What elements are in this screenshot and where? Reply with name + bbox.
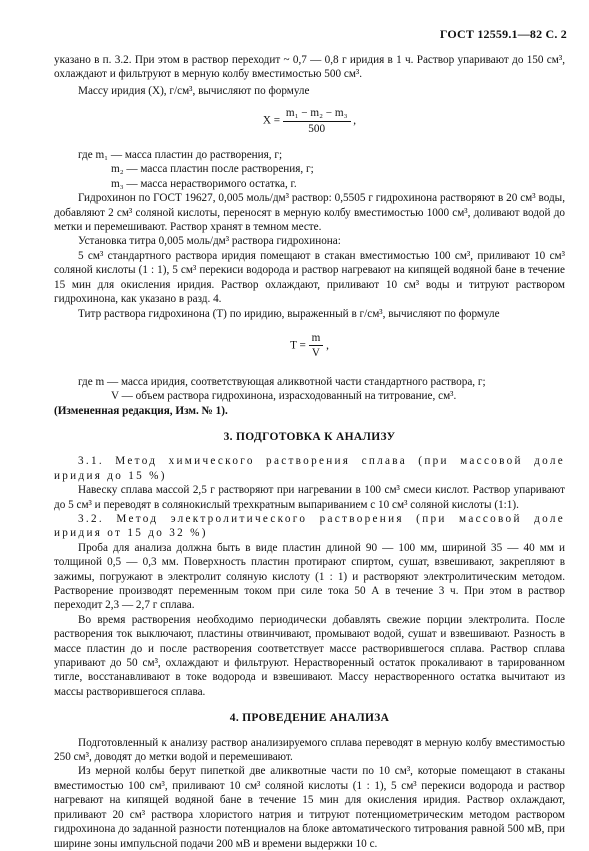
paragraph: V — объем раствора гидрохинона, израсходованный на титрование, см³. <box>111 390 457 403</box>
paragraph: Подготовленный к анализу раствор анализируемого сплава переводят в мерную колбу вместимостью 250 см³, доводят до метки водой и перемешивают. <box>54 736 565 764</box>
paragraph: Установка титра 0,005 моль/дм³ раствора гидрохинона: <box>78 235 341 248</box>
formula-denominator: 500 <box>308 122 326 135</box>
formula-x <box>54 106 565 136</box>
formula-numerator: m <box>309 331 324 346</box>
paragraph: Навеску сплава массой 2,5 г растворяют при нагревании в 100 см³ смеси кислот. Раствор упаривают до 5 см³ и переводят в солянокислый трехкратным выпариванием с 10 см³ соляной кислоты (1:1). <box>54 484 565 511</box>
subsection-title: 3.1. Метод химического растворения сплава (при массовой доле иридия до 15 %) <box>54 455 565 482</box>
paragraph: Проба для анализа должна быть в виде пластин длиной 90 — 100 мм, шириной 35 — 40 мм и толщиной 0,5 — 0,3 мм. Поверхность пластин протирают спиртом, сушат, взвешивают, закрепляют в зажимы, погружают в электролит соляную кислоту (1 : 1) и растворяют электролитическим методом. Растворение производят переменным током при силе тока 50 А в течение 3 ч. При этом в раствор переходит 2,3 — 2,7 г сплава. <box>54 541 565 612</box>
formula-lhs: X = <box>262 114 281 127</box>
formula-numerator: m₁ − m₂ − m₃ <box>283 106 351 121</box>
paragraph: где m₁ — масса пластин до растворения, г; <box>78 149 283 162</box>
amendment-note: (Измененная редакция, Изм. № 1). <box>54 404 228 417</box>
formula-lhs: T = <box>290 339 306 352</box>
paragraph: Массу иридия (X), г/см³, вычисляют по формуле <box>78 84 310 97</box>
formula-fraction <box>283 106 351 136</box>
paragraph: m₂ — масса пластин после растворения, г; <box>111 163 314 176</box>
section-heading: 4. ПРОВЕДЕНИЕ АНАЛИЗА <box>229 712 390 725</box>
paragraph: 5 см³ стандартного раствора иридия помещают в стакан вместимостью 100 см³, приливают 10 см³ соляной кислоты (1 : 1), 5 см³ перекиси водорода и раствор нагревают на кипящей водяной бане в течение 15 мин для окисления иридия. Раствор охлаждают, приливают 10 см³ воды и титруют раствором гидрохинона, как указано в разд. 4. <box>54 249 565 306</box>
formula-tail: , <box>353 114 357 127</box>
page-header: ГОСТ 12559.1—82 С. 2 <box>439 27 567 41</box>
formula-t <box>54 331 565 361</box>
section-heading: 3. ПОДГОТОВКА К АНАЛИЗУ <box>223 430 396 443</box>
paragraph: Из мерной колбы берут пипеткой две аликвотные части по 10 см³, которые помещают в стаканы вместимостью 100 см³, приливают 10 см³ соляной кислоты (1 : 1), 5 см³ перекиси водорода и раствор нагревают на кипящей водяной бане в течение 15 мин для окисления иридия. Раствор охлаждают, приливают 20 см³ раствора хлористого натрия и титруют потенциометрическим методом раствором гидрохинона до заданной разности потенциалов на блоке автоматического титрования равной 500 мВ, при ширине зоны импульсной подачи 200 мВ и времени выдержки 10 с. <box>54 765 565 850</box>
paragraph: Гидрохинон по ГОСТ 19627, 0,005 моль/дм³ раствор: 0,5505 г гидрохинона растворяют в 20 см³ воды, добавляют 2 см³ соляной кислоты, переносят в мерную колбу вместимостью 1000 см³, доливают водой до метки и перемешивают. Раствор хранят в темном месте. <box>54 192 565 234</box>
page-body <box>54 53 565 851</box>
paragraph: где m — масса иридия, соответствующая аликвотной части стандартного раствора, г; <box>78 375 486 388</box>
paragraph: указано в п. 3.2. При этом в раствор переходит ~ 0,7 — 0,8 г иридия в 1 ч. Раствор упаривают до 150 см³, охлаждают и фильтруют в мерную колбу вместимостью 500 см³. <box>54 54 565 81</box>
subsection-title: 3.2. Метод электролитического растворения (при массовой доле иридия от 15 до 32 %) <box>54 512 565 540</box>
formula-denominator: V <box>311 347 321 360</box>
paragraph: Титр раствора гидрохинона (T) по иридию, выраженный в г/см³, вычисляют по формуле <box>78 307 500 320</box>
paragraph: Во время растворения необходимо периодически добавлять свежие порции электролита. После растворения ток выключают, пластины отвинчивают, промывают водой, сушат и взвешивают. Разность в массе пластин до и после растворения соответствует массе растворившегося сплава. Раствор сплава упаривают до 50 см³, охлаждают и фильтруют. Нерастворенный остаток прокаливают в тарированном тигле, восстанавливают в токе водорода и взвешивают. Массу нерастворенного остатка вычитают из массы растворившегося сплава. <box>54 613 565 698</box>
formula-fraction <box>309 331 324 361</box>
paragraph: m₃ — масса нерастворимого остатка, г. <box>111 177 297 190</box>
formula-tail: , <box>326 339 329 352</box>
